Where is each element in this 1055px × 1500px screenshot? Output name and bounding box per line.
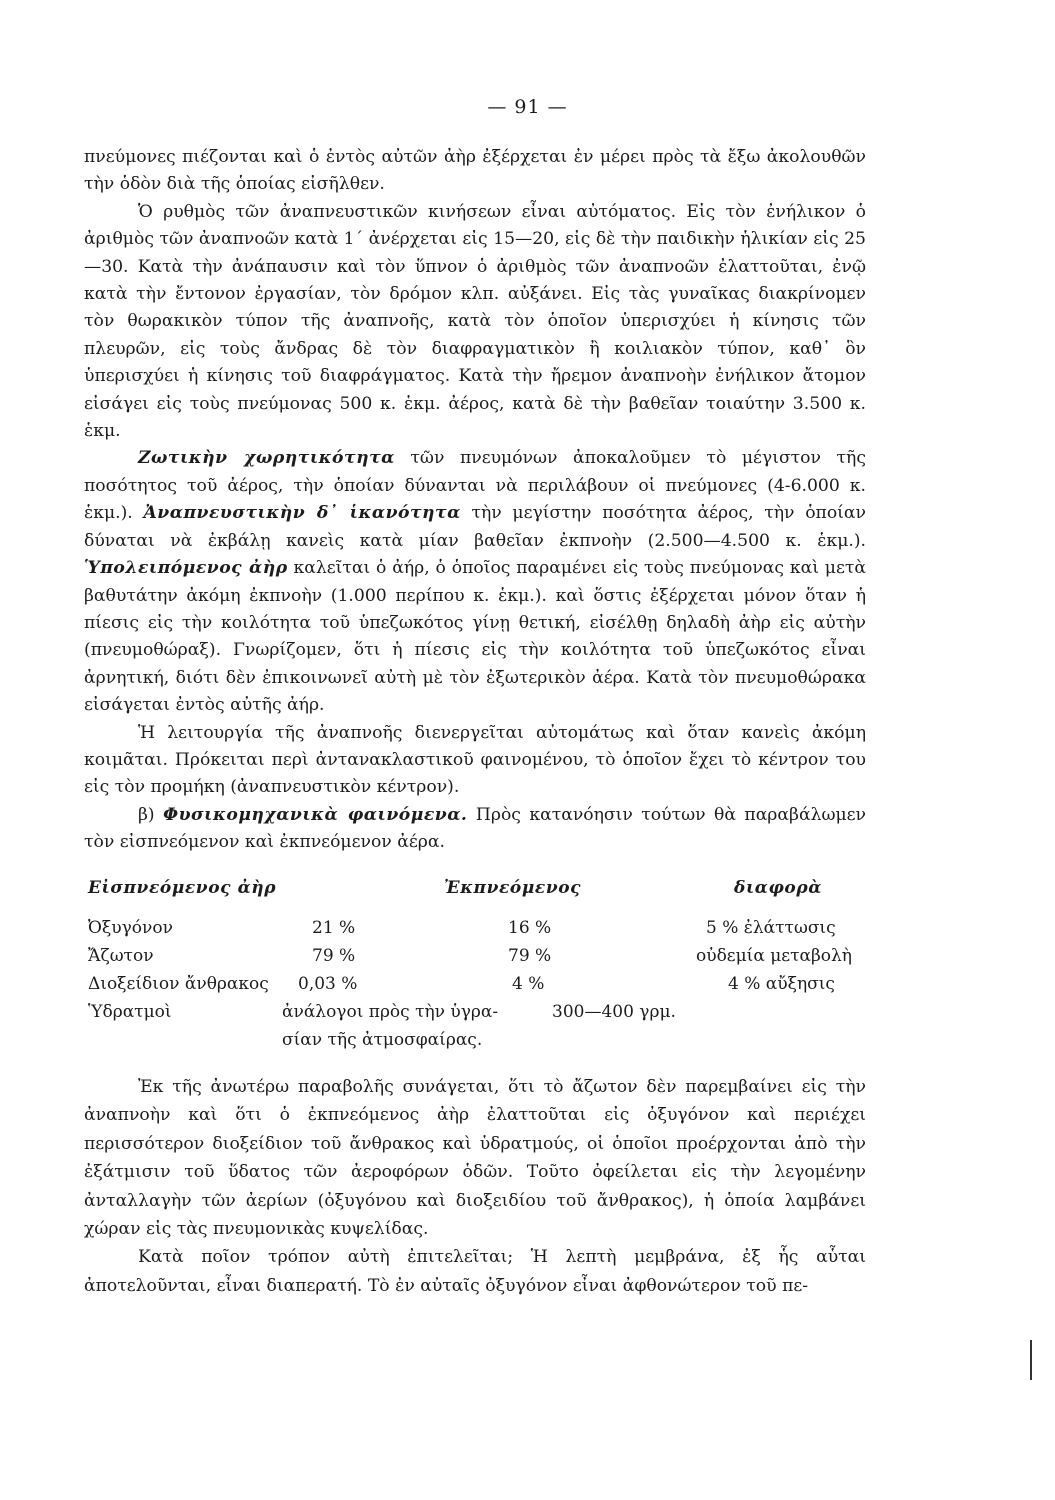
table-row [88,946,874,974]
page-number: — 91 — [487,96,568,118]
term-respiratory-capacity: Ἀναπνευστικὴν δ᾽ ἱκανότητα [143,503,461,524]
difference-value: 5 % ἐλάττωσις [706,918,836,938]
lower-text [84,1073,866,1300]
inhaled-value: 0,03 % [298,974,358,994]
difference-value: οὐδεμία μεταβολὴ [696,946,852,966]
paragraph-1: πνεύμονες πιέζονται καὶ ὁ ἐντὸς αὐτῶν ἀὴρ ἐξέρχεται ἐν μέρει πρὸς τὰ ἔξω ἀκολουθῶν τὴν ὁδὸν διὰ τῆς ὁποίας εἰσῆλθεν. [84,147,866,195]
paragraph-3 [84,445,866,719]
inhaled-value: 21 % [312,918,356,938]
exhaled-value: 16 % [508,918,552,938]
table-row [88,918,874,946]
paragraph-3-text-1: τῶν πνευμόνων ἀποκαλοῦμεν τὸ μέγιστον τῆς ποσότητος τοῦ ἀέρος, τὴν ὁποίαν δύνανται νὰ περιλάβουν οἱ πνεύμονες (4-6.000 κ. ἑκμ.). [84,448,866,524]
main-text [84,144,866,857]
paragraph-5-text: Πρὸς κατανόησιν τούτων θὰ παραβάλωμεν τὸν εἰσπνεόμενον καὶ ἐκπνεόμενον ἀέρα. [84,804,866,853]
paragraph-3-text-3: καλεῖται ὁ ἀήρ, ὁ ὁποῖος παραμένει εἰς τοὺς πνεύμονας καὶ μετὰ βαθυτάτην ἀκόμη ἐκπνοὴν (1.000 περίπου κ. ἑκμ.). καὶ ὅστις ἐξέρχεται μόνον ὅταν ἡ πίεσις εἰς τὴν κοιλότητα τοῦ ὑπεζωκότος γίνῃ θετική, εἰσέλθῃ δηλαδὴ ἀὴρ εἰς αὐτὴν (πνευμοθώραξ). Γνωρίζομεν, ὅτι ἡ πίεσις εἰς τὴν κοιλότητα τοῦ ὑπεζωκότος εἶναι ἀρνητική, διότι δὲν ἐπικοινωνεῖ αὐτὴ μὲ τὸν ἐξωτερικὸν ἀέρα. Κατὰ τὸν πνευμοθώρακα εἰσάγεται ἐντὸς αὐτῆς ἀήρ. [84,558,866,716]
inhaled-value-continued: σίαν τῆς ἀτμοσφαίρας. [282,1030,483,1050]
difference-value: 4 % αὔξησις [728,974,835,994]
header-exhaled: Ἐκπνεόμενος [444,878,582,898]
paragraph-3-text-2: τὴν μεγίστην ποσότητα ἀέρος, τὴν ὁποίαν δύναται νὰ ἐκβάλῃ κανεὶς κατὰ μίαν βαθεῖαν ἐκπνοὴν (2.500—4.500 κ. ἑκμ.). [84,503,866,551]
gas-name: Διοξείδιον ἄνθρακος [88,974,269,994]
table-row-continuation [88,1030,874,1058]
gas-name: Ὑδρατμοὶ [88,1002,172,1022]
header-difference: διαφορὰ [734,878,822,898]
exhaled-value: 79 % [508,946,552,966]
margin-mark [1030,1340,1032,1380]
header-inhaled: Εἰσπνεόμενος ἀὴρ [88,878,277,898]
paragraph-2: Ὁ ρυθμὸς τῶν ἀναπνευστικῶν κινήσεων εἶναι αὐτόματος. Εἰς τὸν ἐνήλικον ὁ ἀριθμὸς τῶν ἀναπνοῶν κατὰ 1΄ ἀνέρχεται εἰς 15—20, εἰς δὲ τὴν παιδικὴν ἡλικίαν εἰς 25—30. Κατὰ τὴν ἀνάπαυσιν καὶ τὸν ὕπνον ὁ ἀριθμὸς τῶν ἀναπνοῶν ἐλαττοῦται, ἐνῷ κατὰ τὴν ἔντονον ἐργασίαν, τὸν δρόμον κλπ. αὐξάνει. Εἰς τὰς γυναῖκας διακρίνομεν τὸν θωρακικὸν τύπον τῆς ἀναπνοῆς, κατὰ τὸν ὁποῖον ὑπερισχύει ἡ κίνησις τῶν πλευρῶν, εἰς τοὺς ἄνδρας δὲ τὸν διαφραγματικὸν ἢ κοιλιακὸν τύπον, καθ᾽ ὃν ὑπερισχύει ἡ κίνησις τοῦ διαφράγματος. Κατὰ τὴν ἤρεμον ἀναπνοὴν ἐνήλικον ἄτομον εἰσάγει εἰς τοὺς πνεύμονας 500 κ. ἑκμ. ἀέρος, κατὰ δὲ τὴν βαθεῖαν τοιαύτην 3.500 κ. ἑκμ. [84,201,866,442]
gas-name: Ὀξυγόνον [88,918,173,938]
table-row [88,1002,874,1030]
inhaled-value: 79 % [312,946,356,966]
exhaled-value: 4 % [512,974,545,994]
paragraph-5-prefix: β) [138,804,164,825]
paragraph-7: Κατὰ ποῖον τρόπον αὐτὴ ἐπιτελεῖται; Ἡ λεπτὴ μεμβράνα, ἐξ ἧς αὗται ἀποτελοῦνται, εἶναι διαπερατή. Τὸ ἐν αὐταῖς ὀξυγόνον εἶναι ἀφθονώτερον τοῦ πε- [84,1247,866,1296]
paragraph-6: Ἐκ τῆς ἀνωτέρω παραβολῆς συνάγεται, ὅτι τὸ ἄζωτον δὲν παρεμβαίνει εἰς τὴν ἀναπνοὴν καὶ ὅτι ὁ ἐκπνεόμενος ἀὴρ ἐλαττοῦται εἰς ὀξυγόνον καὶ περιέχει περισσότερον διοξείδιον τοῦ ἄνθρακος καὶ ὑδρατμούς, οἱ ὁποῖοι προέρχονται ἀπὸ τὴν ἐξάτμισιν τοῦ ὕδατος τῶν ἀεροφόρων ὁδῶν. Τοῦτο ὀφείλεται εἰς τὴν λεγομένην ἀνταλλαγὴν τῶν ἀερίων (ὀξυγόνου καὶ διοξειδίου τοῦ ἄνθρακος), ἡ ὁποία λαμβάνει χώραν εἰς τὰς πνευμονικὰς κυψελίδας. [84,1077,866,1240]
term-residual-air: Ὑπολειπόμενος ἀὴρ [84,558,288,579]
inhaled-value: ἀνάλογοι πρὸς τὴν ὑγρα- [282,1002,499,1022]
exhaled-value: 300—400 γρμ. [552,1002,676,1022]
term-physicomechanical: Φυσικομηχανικὰ φαινόμενα. [163,804,468,825]
paragraph-5 [84,802,866,857]
table-row [88,974,874,1002]
gas-name: Ἄζωτον [88,946,154,966]
term-vital-capacity: Ζωτικὴν χωρητικότητα [138,448,395,469]
paragraph-4: Ἡ λειτουργία τῆς ἀναπνοῆς διενεργεῖται αὐτομάτως καὶ ὅταν κανεὶς ἀκόμη κοιμᾶται. Πρόκειται περὶ ἀντανακλαστικοῦ φαινομένου, τὸ ὁποῖον ἔχει τὸ κέντρον του εἰς τὸν προμήκη (ἀναπνευστικὸν κέντρον). [84,722,866,798]
